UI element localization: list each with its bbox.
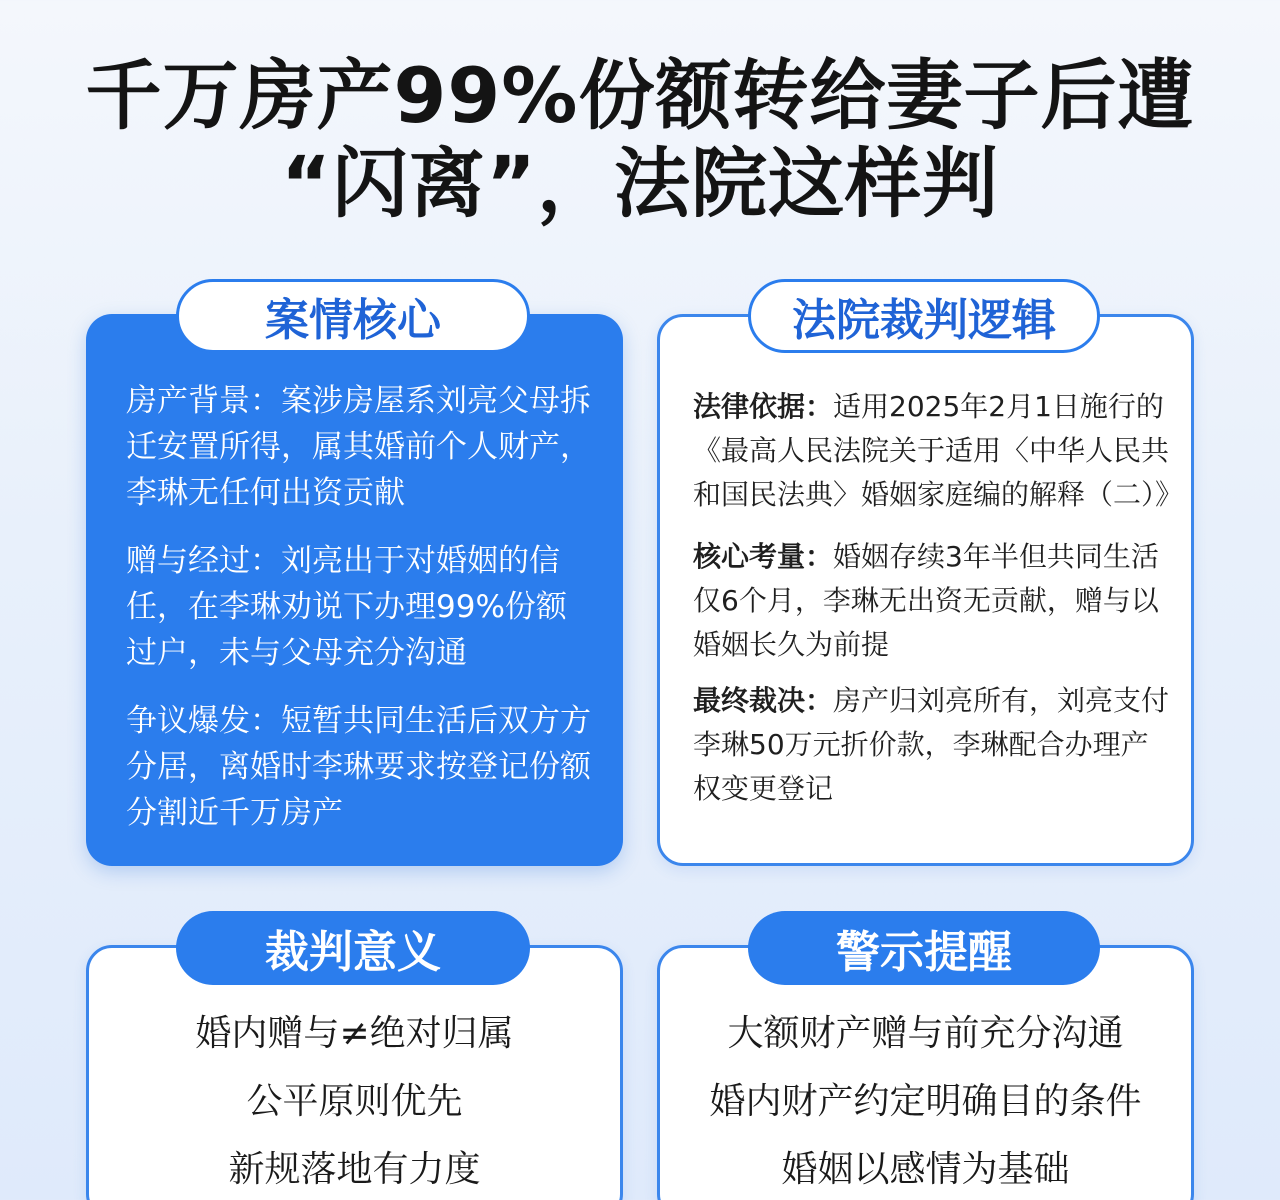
court-logic-item-3: [693, 679, 1173, 811]
court-logic-item-3-text: 房产归刘亮所有，刘亮支付李琳50万元折价款，李琳配合办理产权变更登记: [693, 684, 1170, 805]
case-core-item-2: [126, 538, 596, 676]
case-core-item-1-label: 房产背景：: [126, 383, 281, 419]
court-logic-item-3-label: 最终裁决：: [693, 684, 834, 717]
case-core-item-3-label: 争议爆发：: [126, 703, 281, 739]
warning-line-2: 婚内财产约定明确目的条件: [709, 1081, 1142, 1122]
court-logic-item-2-text: 婚姻存续3年半但共同生活仅6个月，李琳无出资无贡献，赠与以婚姻长久为前提: [693, 540, 1159, 661]
warning-line-3: 婚姻以感情为基础: [781, 1149, 1070, 1190]
case-core-item-2-label: 赠与经过：: [126, 543, 281, 579]
case-core-item-3-text: 短暂共同生活后双方方分居，离婚时李琳要求按登记份额分割近千万房产: [126, 703, 591, 831]
court-logic-item-2-label: 核心考量：: [693, 540, 834, 573]
court-logic-item-1-text: 适用2025年2月1日施行的《最高人民法院关于适用〈中华人民共和国民法典〉婚姻家庭编的解释（二）》: [693, 390, 1184, 511]
case-core-card: [86, 314, 623, 866]
warning-heading: 警示提醒: [748, 911, 1100, 985]
significance-heading: 裁判意义: [176, 911, 530, 985]
page-title-line-2: “闪离”，法院这样判: [281, 139, 999, 228]
case-core-item-2-text: 刘亮出于对婚姻的信任，在李琳劝说下办理99%份额过户，未与父母充分沟通: [126, 543, 567, 671]
page-title: [0, 52, 1280, 228]
court-logic-item-1-label: 法律依据：: [693, 390, 834, 423]
court-logic-item-2: [693, 535, 1173, 667]
significance-line-2: 公平原则优先: [246, 1081, 463, 1122]
case-core-item-3: [126, 698, 596, 836]
court-logic-card: [657, 314, 1194, 866]
page-title-line-1: 千万房产99%份额转给妻子后遭: [85, 51, 1195, 140]
court-logic-item-1: [693, 385, 1184, 517]
warning-line-1: 大额财产赠与前充分沟通: [727, 1013, 1124, 1054]
case-core-item-1: [126, 378, 596, 516]
court-logic-heading: 法院裁判逻辑: [748, 279, 1100, 353]
significance-line-3: 新规落地有力度: [228, 1149, 481, 1190]
case-core-heading: 案情核心: [176, 279, 530, 353]
case-core-item-1-text: 案涉房屋系刘亮父母拆迁安置所得，属其婚前个人财产，李琳无任何出资贡献: [126, 383, 591, 511]
significance-line-1: 婚内赠与≠绝对归属: [195, 1013, 514, 1054]
